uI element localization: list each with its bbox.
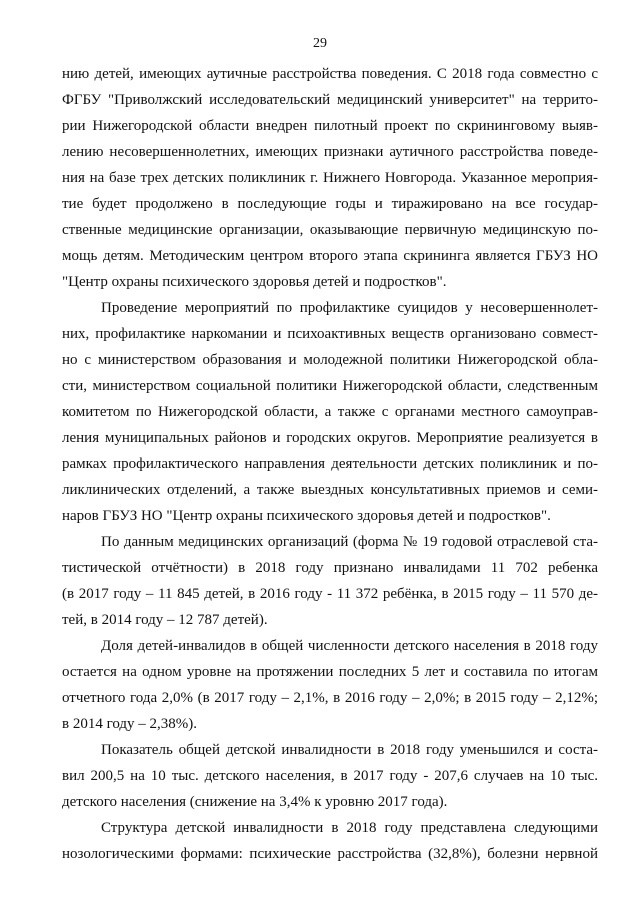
paragraph-5 [62,737,598,815]
text-line: По данным медицинских организаций (форма № 19 годовой отраслевой ста- [101,534,598,550]
text-line: ФГБУ "Приволжский исследовательский медицинский университет" на террито- [62,92,598,108]
paragraph-3 [62,529,598,633]
text-line: в 2014 году – 2,38%). [62,716,198,732]
text-line: но с министерством образования и молодежной политики Нижегородской обла- [62,352,598,368]
text-line: детского населения (снижение на 3,4% к уровню 2017 года). [62,794,448,810]
text-line: рамках профилактического направления деятельности детских поликлиник и по- [62,456,598,472]
paragraph-6 [62,815,598,867]
text-line: остается на одном уровне на протяжении последних 5 лет и составила по итогам [62,664,598,680]
paragraph-4 [62,633,598,737]
text-line: ственные медицинские организации, оказывающие первичную медицинскую по- [62,222,598,238]
text-line: Показатель общей детской инвалидности в 2018 году уменьшился и соста- [101,742,598,758]
text-line: них, профилактике наркомании и психоактивных веществ организовано совмест- [62,326,598,342]
text-line: вил 200,5 на 10 тыс. детского населения, в 2017 году - 207,6 случаев на 10 тыс. [62,768,598,784]
paragraph-1 [62,61,598,295]
paragraph-2 [62,295,598,529]
text-line: нию детей, имеющих аутичные расстройства поведения. С 2018 года совместно с [62,66,598,82]
text-line: ликлинических отделений, а также выездных консультативных приемов и семи- [62,482,598,498]
text-line: тистической отчётности) в 2018 году признано инвалидами 11 702 ребенка [62,560,598,576]
text-line: Структура детской инвалидности в 2018 году представлена следующими [101,820,598,836]
text-line: Проведение мероприятий по профилактике суицидов у несовершеннолет- [101,300,598,316]
text-line: сти, министерством социальной политики Нижегородской области, следственным [62,378,598,394]
text-line: Доля детей-инвалидов в общей численности детского населения в 2018 году [101,638,598,654]
text-line: тие будет продолжено в последующие годы и тиражировано на все государ- [62,196,598,212]
text-line: комитетом по Нижегородской области, а также с органами местного самоуправ- [62,404,598,420]
text-line: ния на базе трех детских поликлиник г. Нижнего Новгорода. Указанное мероприя- [62,170,598,186]
text-line: мощь детям. Методическим центром второго этапа скрининга является ГБУЗ НО [62,248,598,264]
text-line: нозологическими формами: психические расстройства (32,8%), болезни нервной [62,846,598,862]
text-line: ления муниципальных районов и городских округов. Мероприятие реализуется в [62,430,598,446]
text-line: (в 2017 году – 11 845 детей, в 2016 году - 11 372 ребёнка, в 2015 году – 11 570 де- [62,586,598,602]
text-line: "Центр охраны психического здоровья детей и подростков". [62,274,447,290]
page-number: 29 [313,36,327,51]
text-line: тей, в 2014 году – 12 787 детей). [62,612,268,628]
text-line: наров ГБУЗ НО "Центр охраны психического здоровья детей и подростков". [62,508,551,524]
body-text [62,61,598,867]
text-line: отчетного года 2,0% (в 2017 году – 2,1%, в 2016 году – 2,0%; в 2015 году – 2,12%; [62,690,598,706]
text-line: лению несовершеннолетних, имеющих признаки аутичного расстройства поведе- [62,144,598,160]
text-line: рии Нижегородской области внедрен пилотный проект по скрининговому выяв- [62,118,598,134]
